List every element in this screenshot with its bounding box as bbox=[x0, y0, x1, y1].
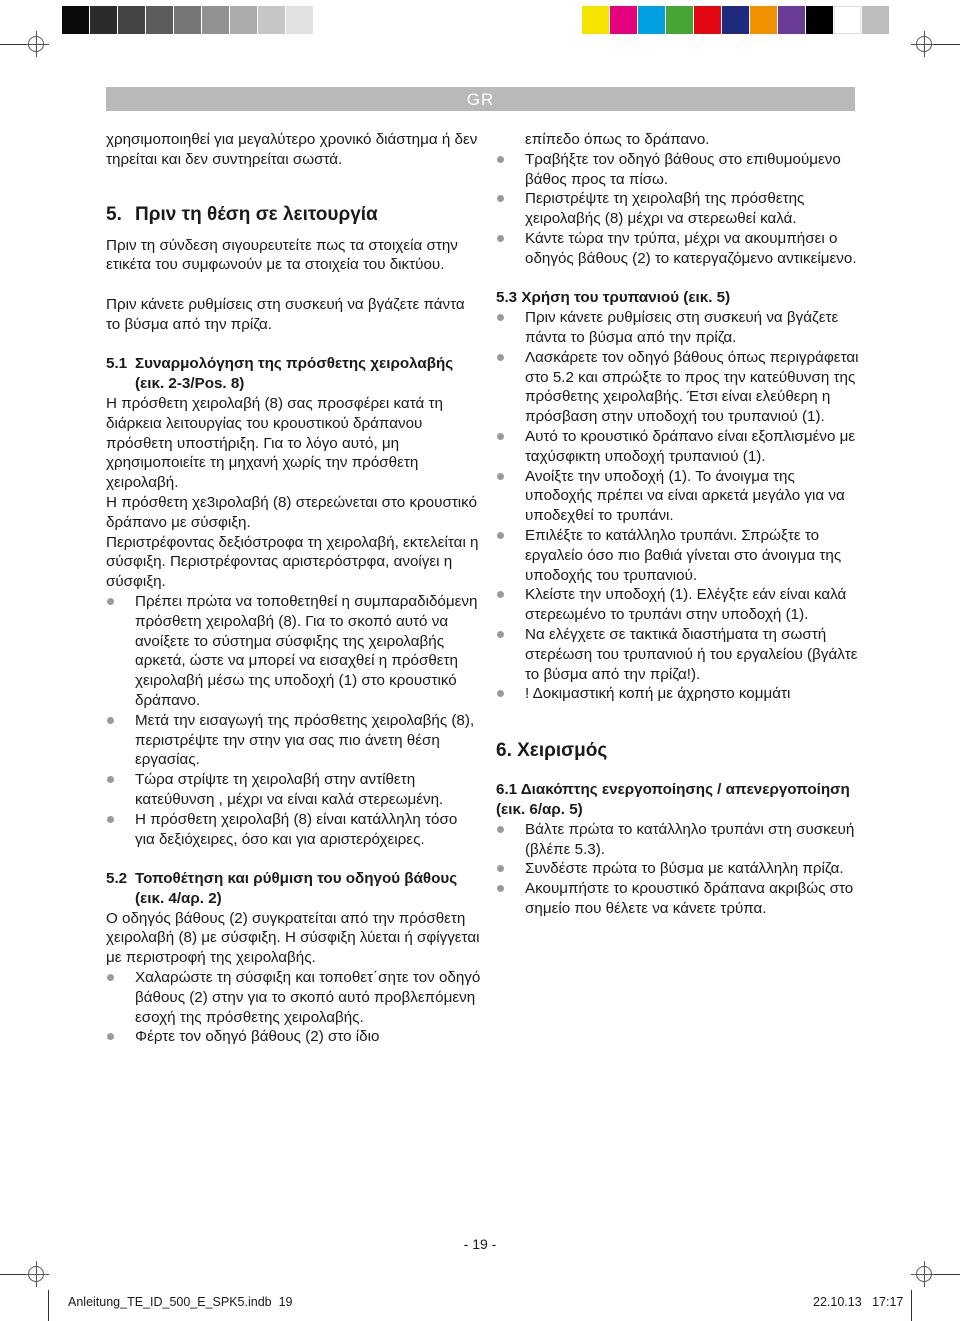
section-title: Συναρμολόγηση της πρόσθετης χειρολαβής (εικ. 2-3/Pos. 8) bbox=[135, 355, 454, 393]
page-number: - 19 - bbox=[463, 1236, 497, 1252]
paragraph: Ο οδηγός βάθους (2) συγκρατείται από την πρόσθετη χειρολαβή (8) με σύσφιξη. Η σύσφιξη λύεται ή σφίγγεται με περιστροφή της χειρολαβής. bbox=[106, 909, 480, 967]
list-item: Μετά την εισαγωγή της πρόσθετης χειρολαβής (8), περιστρέψτε την στην για σας πιο άνετη θέση εργασίας. bbox=[106, 711, 481, 770]
list-item: Περιστρέψτε τη χειρολαβή της πρόσθετης χειρολαβής (8) μέχρι να στερεωθεί καλά. bbox=[496, 189, 860, 229]
list-item: Να ελέγχετε σε τακτικά διαστήματα τη σωστή στερέωση του τρυπανιού ή του εργαλείου (βγάλτε το βύσμα από την πρίζα!). bbox=[496, 625, 860, 684]
color-swatch bbox=[750, 6, 777, 34]
registration-mark-icon bbox=[916, 1266, 932, 1282]
language-tag: GR bbox=[466, 90, 495, 109]
language-header-bar bbox=[106, 87, 855, 111]
section-6-heading: 6. Χειρισμός bbox=[496, 740, 608, 762]
list-item: Χαλαρώστε τη σύσφιξη και τοποθετ΄σητε τον οδηγό βάθους (2) στην για το σκοπό αυτό προβλεπόμενη εσοχή της πρόσθετης χειρολαβής. bbox=[106, 968, 481, 1027]
color-swatch bbox=[862, 6, 889, 34]
list-item: Συνδέστε πρώτα το βύσμα με κατάλληλη πρίζα. bbox=[496, 859, 860, 879]
color-swatch bbox=[638, 6, 665, 34]
color-swatch bbox=[286, 6, 313, 34]
list-item: Πρέπει πρώτα να τοποθετηθεί η συμπαραδιδόμενη πρόσθετη χειρολαβή (8). Για το σκοπό αυτό να ανοίξετε το σύστημα σύσφιξης της χειρολαβής αρκετά, ώστε να μπορεί να εισαχθεί η πρόσθετη χειρολαβή μέσω της υποδοχή (1) στο κρουστικό δράπανο. bbox=[106, 592, 481, 711]
registration-mark-icon bbox=[28, 1266, 44, 1282]
list-item: Τώρα στρίψτε τη χειρολαβή στην αντίθετη κατεύθυνση , μέχρι να είναι καλά στερεωμένη. bbox=[106, 770, 481, 810]
color-swatch bbox=[834, 6, 861, 34]
color-swatch bbox=[174, 6, 201, 34]
crop-mark bbox=[0, 1274, 26, 1275]
footer-time: 17:17 bbox=[872, 1295, 904, 1309]
list-item: Φέρτε τον οδηγό βάθους (2) στο ίδιο bbox=[106, 1027, 481, 1047]
paragraph: Η πρόσθετη χειρολαβή (8) σας προσφέρει κατά τη διάρκεια λειτουργίας του κρουστικού δράπανου πρόσθετη υποστήριξη. Για το λόγο αυτό, μη χρησιμοποιείτε τη μηχανή χωρίς την πρόσθετη χειρολαβή. bbox=[106, 394, 443, 492]
section-number: 5.1 bbox=[106, 355, 128, 373]
crop-mark bbox=[911, 1290, 912, 1321]
list-item: Ακουμπήστε το κρουστικό δράπανα ακριβώς στο σημείο που θέλετε να κάνετε τρύπα. bbox=[496, 879, 860, 919]
color-swatch bbox=[146, 6, 173, 34]
color-swatch bbox=[230, 6, 257, 34]
color-swatch bbox=[62, 6, 89, 34]
registration-mark-icon bbox=[916, 36, 932, 52]
section-5-3-heading: 5.3 Χρήση του τρυπανιού (εικ. 5) bbox=[496, 289, 731, 307]
paragraph: Η πρόσθετη χε3ιρολαβή (8) στερεώνεται στο κρουστικό δράπανο με σύσφιξη. bbox=[106, 493, 478, 531]
section-6-1-heading: 6.1 Διακόπτης ενεργοποίησης / απενεργοποίηση (εικ. 6/αρ. 5) bbox=[496, 781, 850, 818]
list-item: Βάλτε πρώτα το κατάλληλο τρυπάνι στη συσκευή (βλέπε 5.3). bbox=[496, 820, 860, 860]
paragraph: Πριν κάνετε ρυθμίσεις στη συσκευή να βγάζετε πάντα το βύσμα από την πρίζα. bbox=[106, 295, 465, 333]
footer-date: 22.10.13 bbox=[813, 1295, 862, 1309]
color-swatch bbox=[666, 6, 693, 34]
list-item: Επιλέξτε το κατάλληλο τρυπάνι. Σπρώξτε το εργαλείο όσο πιο βαθιά γίνεται στο άνοιγμα της υποδοχής του τρυπανιού. bbox=[496, 526, 860, 585]
color-scale-bar bbox=[582, 6, 890, 34]
crop-mark bbox=[0, 44, 26, 45]
left-column bbox=[106, 130, 481, 1047]
list-item: Ανοίξτε την υποδοχή (1). Το άνοιγμα της υποδοχής πρέπει να είναι αρκετά μεγάλο για να υποδεχθεί το τρυπάνι. bbox=[496, 467, 860, 526]
list-item: Πριν κάνετε ρυθμίσεις στη συσκευή να βγάζετε πάντα το βύσμα από την πρίζα. bbox=[496, 308, 860, 348]
list-item: Τραβήξτε τον οδηγό βάθους στο επιθυμούμενο βάθος προς τα πίσω. bbox=[496, 150, 860, 190]
crop-mark bbox=[934, 44, 960, 45]
footer-filename: Anleitung_TE_ID_500_E_SPK5.indb bbox=[68, 1295, 272, 1309]
gray-scale-bar bbox=[62, 6, 314, 34]
list-item: Κάντε τώρα την τρύπα, μέχρι να ακουμπήσει ο οδηγός βάθους (2) το κατεργαζόμενο αντικείμενο. bbox=[496, 229, 860, 269]
section-5-1-heading bbox=[106, 354, 481, 394]
intro-paragraph: χρησιμοποιηθεί για μεγαλύτερο χρονικό διάστημα ή δεν τηρείται και δεν συντηρείται σωστά. bbox=[106, 131, 478, 168]
color-swatch bbox=[258, 6, 285, 34]
footer-timestamp bbox=[813, 1295, 903, 1309]
color-swatch bbox=[694, 6, 721, 34]
footer-file-info bbox=[68, 1295, 292, 1309]
section-title: Τοποθέτηση και ρύθμιση του οδηγού βάθους (εικ. 4/αρ. 2) bbox=[135, 870, 458, 907]
paragraph: Περιστρέφοντας δεξιόστροφα τη χειρολαβή, εκτελείται η σύσφιξη. Περιστρέφοντας αριστερόστρφα, ανοίγει η σύσφιξη. bbox=[106, 533, 479, 591]
section-number: 5. bbox=[106, 203, 122, 225]
color-swatch bbox=[582, 6, 609, 34]
section-title: Πριν τη θέση σε λειτουργία bbox=[135, 203, 378, 225]
right-column bbox=[496, 130, 860, 919]
color-swatch bbox=[722, 6, 749, 34]
color-swatch bbox=[118, 6, 145, 34]
registration-mark-icon bbox=[28, 36, 44, 52]
list-item: Η πρόσθετη χειρολαβή (8) είναι κατάλληλη τόσο για δεξιόχειρες, όσο και για αριστερόχειρες. bbox=[106, 810, 481, 850]
list-item: Κλείστε την υποδοχή (1). Ελέγξτε εάν είναι καλά στερεωμένο το τρυπάνι στην υποδοχή (1). bbox=[496, 585, 860, 625]
list-item: ! Δοκιμαστική κοπή με άχρηστο κομμάτι bbox=[496, 684, 860, 704]
color-swatch bbox=[778, 6, 805, 34]
crop-mark bbox=[934, 1274, 960, 1275]
section-number: 5.2 bbox=[106, 870, 128, 888]
color-swatch bbox=[202, 6, 229, 34]
crop-mark bbox=[48, 1290, 49, 1321]
paragraph: Πριν τη σύνδεση σιγουρευτείτε πως τα στοιχεία στην ετικέτα του συμφωνούν με τα στοιχεία του δικτύου. bbox=[106, 236, 458, 274]
continued-text: επίπεδο όπως το δράπανο. bbox=[525, 131, 710, 148]
color-swatch bbox=[90, 6, 117, 34]
list-item: Λασκάρετε τον οδηγό βάθους όπως περιγράφεται στο 5.2 και σπρώξτε το προς την κατεύθυνση της πρόσθετης χειρολαβής. Έτσι είναι ελεύθερη η πρόσβαση στην υποδοχή του τρυπανιού (1). bbox=[496, 348, 860, 427]
color-swatch bbox=[610, 6, 637, 34]
list-item: Αυτό το κρουστικό δράπανο είναι εξοπλισμένο με ταχύσφικτη υποδοχή τρυπανιού (1). bbox=[496, 427, 860, 467]
section-5-2-heading bbox=[106, 869, 481, 909]
footer-page: 19 bbox=[278, 1295, 293, 1309]
section-5-heading bbox=[106, 202, 481, 228]
color-swatch bbox=[806, 6, 833, 34]
